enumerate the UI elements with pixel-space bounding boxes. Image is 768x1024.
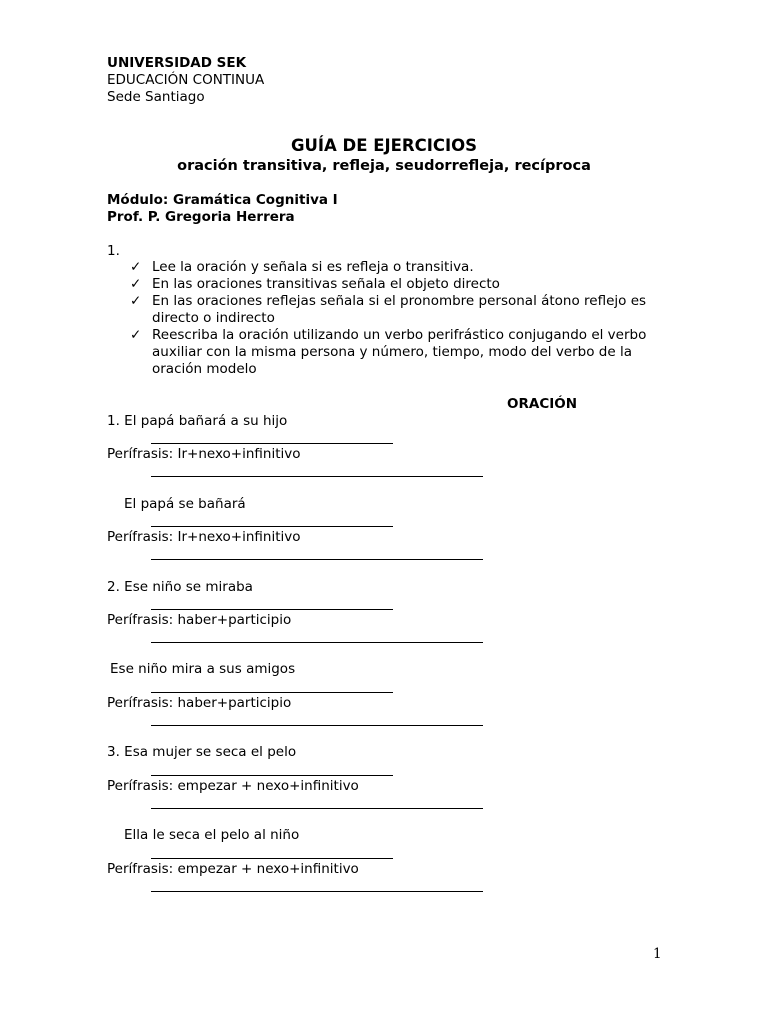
department-name: EDUCACIÓN CONTINUA <box>107 72 265 88</box>
instruction-text: Lee la oración y señala si es refleja o transitiva. <box>152 259 474 275</box>
checkmark-icon: ✓ <box>130 327 142 343</box>
answer-line <box>151 609 393 610</box>
answer-line <box>151 891 483 892</box>
exercise-sentence: Ella le seca el pelo al niño <box>124 827 300 843</box>
periphrasis-label: Perífrasis: haber+participio <box>107 612 292 628</box>
instruction-item <box>130 293 650 327</box>
campus-name: Sede Santiago <box>107 89 205 105</box>
instruction-item <box>130 259 670 276</box>
instruction-item <box>130 327 650 378</box>
answer-line <box>151 692 393 693</box>
periphrasis-label: Perífrasis: empezar + nexo+infinitivo <box>107 861 359 877</box>
exercise-sentence: 2. Ese niño se miraba <box>107 579 253 595</box>
exercise-sentence: 1. El papá bañará a su hijo <box>107 413 288 429</box>
answer-line <box>151 476 483 477</box>
answer-line <box>151 526 393 527</box>
instruction-item <box>130 276 670 293</box>
answer-line <box>151 559 483 560</box>
module-name: Módulo: Gramática Cognitiva I <box>107 192 338 208</box>
answer-line <box>151 775 393 776</box>
exercise-sentence: El papá se bañará <box>124 496 246 512</box>
page-number: 1 <box>653 946 662 962</box>
checkmark-icon: ✓ <box>130 276 142 292</box>
instruction-text: Reescriba la oración utilizando un verbo perifrástico conjugando el verbo auxiliar con la misma persona y número, tiempo, modo del verbo de la oración modelo <box>152 327 647 377</box>
checkmark-icon: ✓ <box>130 293 142 309</box>
exercise-sentence: Ese niño mira a sus amigos <box>110 661 296 677</box>
periphrasis-label: Perífrasis: empezar + nexo+infinitivo <box>107 778 359 794</box>
periphrasis-label: Perífrasis: Ir+nexo+infinitivo <box>107 529 301 545</box>
answer-line <box>151 808 483 809</box>
checkmark-icon: ✓ <box>130 259 142 275</box>
document-subtitle: oración transitiva, refleja, seudorrefleja, recíproca <box>177 158 591 174</box>
instruction-text: En las oraciones reflejas señala si el pronombre personal átono reflejo es directo o indirecto <box>152 293 647 326</box>
periphrasis-label: Perífrasis: haber+participio <box>107 695 292 711</box>
instruction-text: En las oraciones transitivas señala el objeto directo <box>152 276 500 292</box>
answer-line <box>151 443 393 444</box>
answer-line <box>151 725 483 726</box>
answer-line <box>151 642 483 643</box>
exercise-sentence: 3. Esa mujer se seca el pelo <box>107 744 297 760</box>
answer-line <box>151 858 393 859</box>
periphrasis-label: Perífrasis: Ir+nexo+infinitivo <box>107 446 301 462</box>
professor-name: Prof. P. Gregoria Herrera <box>107 209 295 225</box>
column-heading: ORACIÓN <box>507 396 578 412</box>
section-number: 1. <box>107 243 120 259</box>
institution-name: UNIVERSIDAD SEK <box>107 55 247 71</box>
document-title: GUÍA DE EJERCICIOS <box>290 136 478 155</box>
